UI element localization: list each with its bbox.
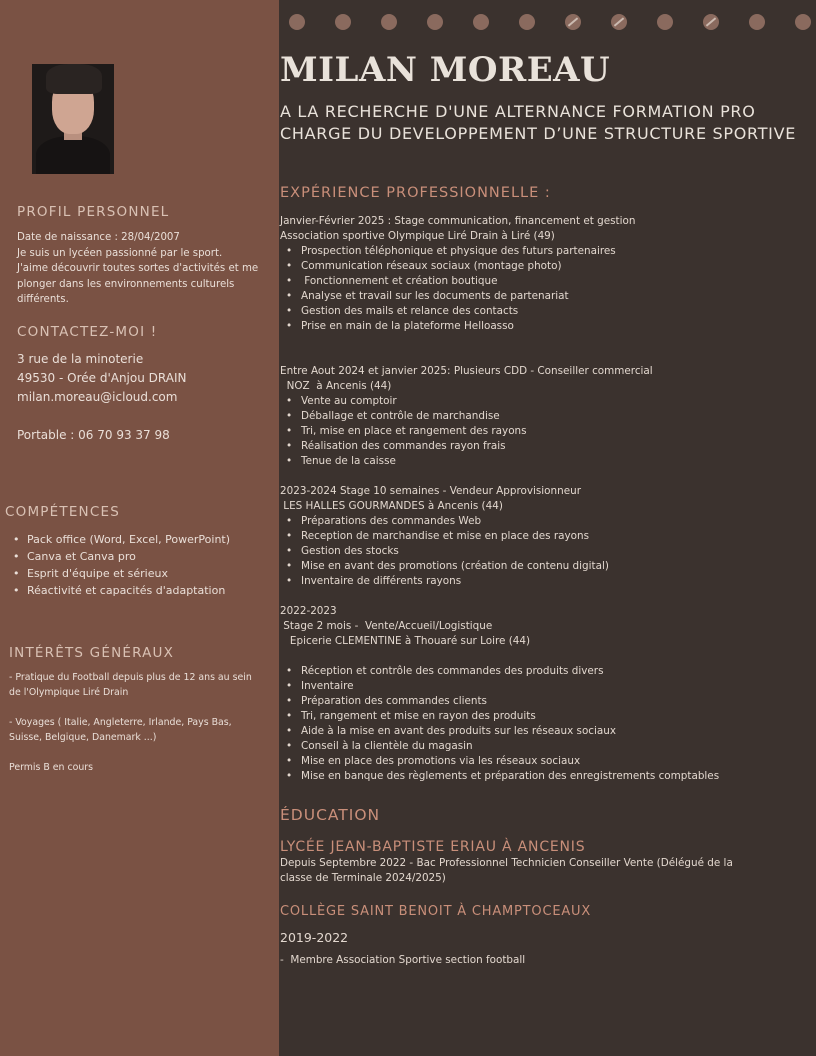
task-item: • Gestion des stocks [280, 544, 609, 559]
interest-travel: - Voyages ( Italie, Angleterre, Irlande, Pays Bas, [9, 717, 232, 728]
education-heading: ÉDUCATION [280, 806, 381, 824]
job-tasks [280, 514, 609, 589]
skill-item: • Pack office (Word, Excel, PowerPoint) [8, 531, 276, 548]
dot-icon [749, 14, 765, 30]
task-item: • Communication réseaux sociaux (montage photo) [280, 259, 616, 274]
task-item: • Mise en avant des promotions (création de contenu digital) [280, 559, 609, 574]
task-item: • Préparations des commandes Web [280, 514, 609, 529]
phone-number: Portable : 06 70 93 37 98 [17, 428, 170, 442]
task-item: • Tenue de la caisse [280, 454, 527, 469]
photo-body [36, 136, 110, 174]
task-item: • Mise en place des promotions via les réseaux sociaux [280, 754, 719, 769]
task-item: • Prospection téléphonique et physique des futurs partenaires [280, 244, 616, 259]
college-name: COLLÈGE SAINT BENOIT À CHAMPTOCEAUX [280, 904, 592, 919]
dot-icon [473, 14, 489, 30]
skill-item: • Canva et Canva pro [8, 548, 276, 565]
interest-travel: Suisse, Belgique, Danemark ...) [9, 732, 157, 743]
task-item: • Fonctionnement et création boutique [280, 274, 616, 289]
profile-line: plonger dans les environnements culturels [17, 278, 235, 290]
skill-item: • Esprit d'équipe et sérieux [8, 565, 276, 582]
interests-heading: INTÉRÊTS GÉNÉRAUX [9, 645, 175, 661]
task-item: • Tri, rangement et mise en rayon des produits [280, 709, 719, 724]
job-org: LES HALLES GOURMANDES à Ancenis (44) [280, 500, 503, 512]
address-line-1: 3 rue de la minoterie [17, 352, 144, 366]
job-tasks [280, 394, 527, 469]
job-title: 2023-2024 Stage 10 semaines - Vendeur Approvisionneur [280, 485, 581, 497]
college-detail: - Membre Association Sportive section football [280, 954, 526, 966]
profile-line: Je suis un lycéen passionné par le sport. [17, 247, 223, 259]
task-item: • Déballage et contrôle de marchandise [280, 409, 527, 424]
job-org: NOZ à Ancenis (44) [280, 380, 392, 392]
dot-icon [427, 14, 443, 30]
experience-heading: EXPÉRIENCE PROFESSIONNELLE : [280, 185, 551, 201]
profile-photo [32, 64, 114, 174]
task-item: • Réalisation des commandes rayon frais [280, 439, 527, 454]
profile-line: différents. [17, 294, 69, 306]
photo-hair [46, 64, 102, 94]
job-detail: Stage 2 mois - Vente/Accueil/Logistique [280, 620, 493, 632]
task-item: • Aide à la mise en avant des produits sur les réseaux sociaux [280, 724, 719, 739]
dot-icon [703, 14, 719, 30]
email-link[interactable]: milan.moreau@icloud.com [17, 390, 178, 404]
job-org: Epicerie CLEMENTINE à Thouaré sur Loire (44) [280, 635, 531, 647]
task-item: • Inventaire de différents rayons [280, 574, 609, 589]
dot-icon [289, 14, 305, 30]
lycee-name: LYCÉE JEAN-BAPTISTE ERIAU À ANCENIS [280, 839, 586, 855]
dot-icon [565, 14, 581, 30]
dot-icon [795, 14, 811, 30]
decorative-dots [279, 14, 816, 30]
dot-icon [657, 14, 673, 30]
dot-icon [381, 14, 397, 30]
task-item: • Analyse et travail sur les documents de partenariat [280, 289, 616, 304]
contact-block [17, 350, 272, 445]
job-tasks [280, 664, 719, 784]
driving-license: Permis B en cours [9, 762, 94, 773]
job-tasks [280, 244, 616, 334]
profile-text [17, 230, 272, 308]
skill-item: • Réactivité et capacités d'adaptation [8, 582, 276, 599]
address-line-2: 49530 - Orée d'Anjou DRAIN [17, 371, 187, 385]
dot-icon [335, 14, 351, 30]
college-years: 2019-2022 [280, 930, 349, 945]
task-item: • Vente au comptoir [280, 394, 527, 409]
lycee-detail: Depuis Septembre 2022 - Bac Professionnel Technicien Conseiller Vente (Délégué de la classe de Terminale 2024/2025) [280, 857, 733, 884]
job-org: Association sportive Olympique Liré Drain à Liré (49) [280, 230, 555, 242]
candidate-name: MILAN MOREAU [280, 50, 611, 90]
profile-line: J'aime découvrir toutes sortes d'activités et me [17, 263, 259, 275]
job-title: Janvier-Février 2025 : Stage communication, financement et gestion [280, 215, 636, 227]
task-item: • Tri, mise en place et rangement des rayons [280, 424, 527, 439]
dot-icon [611, 14, 627, 30]
candidate-objective: A LA RECHERCHE D'UNE ALTERNANCE FORMATION PRO CHARGE DU DEVELOPPEMENT D’UNE STRUCTURE SPORTIVE [280, 102, 797, 143]
job-title: Entre Aout 2024 et janvier 2025: Plusieurs CDD - Conseiller commercial [280, 365, 653, 377]
skills-list [8, 531, 276, 599]
job-title: 2022-2023 [280, 605, 337, 617]
task-item: • Prise en main de la plateforme Helloasso [280, 319, 616, 334]
task-item: • Mise en banque des règlements et préparation des enregistrements comptables [280, 769, 719, 784]
skills-heading: COMPÉTENCES [5, 504, 120, 520]
interest-football: - Pratique du Football depuis plus de 12 ans au sein [9, 672, 252, 683]
interest-football: de l'Olympique Liré Drain [9, 687, 129, 698]
interests-text [9, 670, 274, 775]
profile-heading: PROFIL PERSONNEL [17, 204, 170, 220]
task-item: • Réception et contrôle des commandes des produits divers [280, 664, 719, 679]
task-item: • Gestion des mails et relance des contacts [280, 304, 616, 319]
dot-icon [519, 14, 535, 30]
task-item: • Inventaire [280, 679, 719, 694]
task-item: • Conseil à la clientèle du magasin [280, 739, 719, 754]
contact-heading: CONTACTEZ-MOI ! [17, 324, 158, 340]
profile-line: Date de naissance : 28/04/2007 [17, 232, 180, 243]
task-item: • Reception de marchandise et mise en place des rayons [280, 529, 609, 544]
task-item: • Préparation des commandes clients [280, 694, 719, 709]
